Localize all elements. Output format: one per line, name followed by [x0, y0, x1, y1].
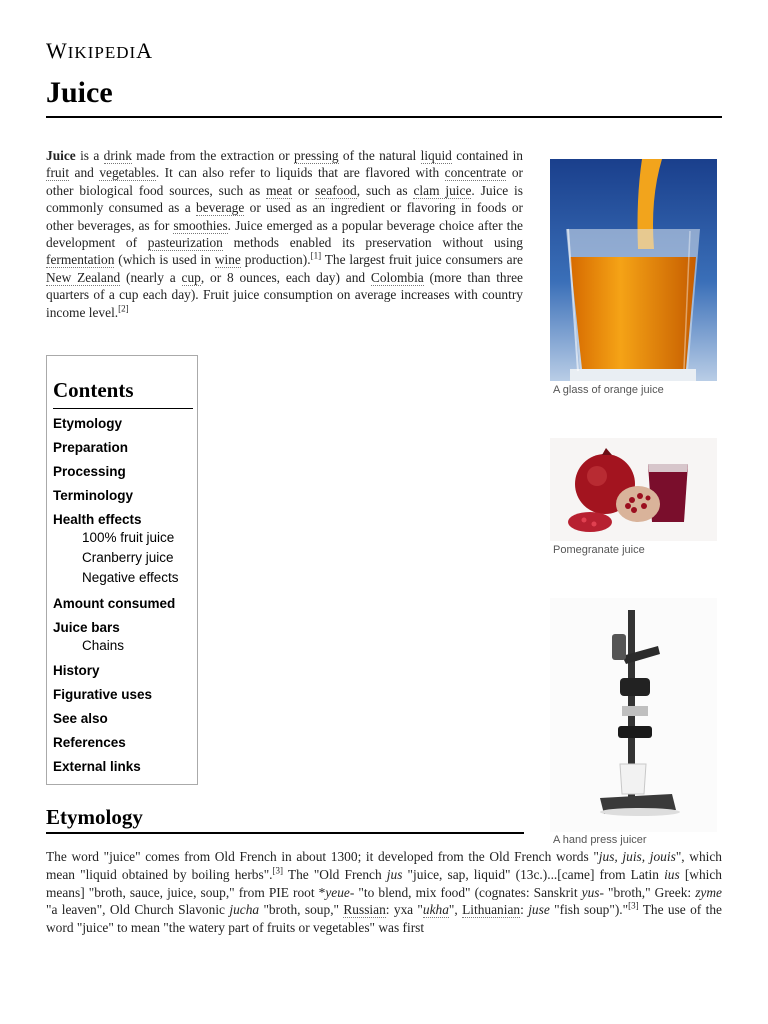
figure-caption: A glass of orange juice [553, 384, 664, 396]
etymology-paragraph: The word "juice" comes from Old French in about 1300; it developed from the Old French words "jus, juis, jouis", which mean "liquid obtained by boiling herbs".[3] The "Old French jus "juice, sap, liquid" (13c.)...[came] from Latin ius [which means] "broth, sauce, juice, soup," from PIE root *yeue- "to blend, mix food" (cognates: Sanskrit yus- "broth," Greek: zyme "a leaven", Old Church Slavonic jucha "broth, soup," Russian: уха "ukha", Lithuanian: juse "fish soup")."[3] The use of the word "juice" to mean "the watery part of fruits or vegetables" was first [46, 849, 722, 936]
link-pasteurization[interactable]: pasteurization [147, 235, 223, 251]
link-fermentation[interactable]: fermentation [46, 252, 115, 268]
lead-paragraph: Juice is a drink made from the extraction or pressing of the natural liquid contained in fruit and vegetables. It can also refer to liquids that are flavored with concentrate or other biological food sources, such as meat or seafood, such as clam juice. Juice is commonly consumed as a beverage or used as an ingredient or flavoring in foods or other beverages, as for smoothies. Juice emerged as a popular beverage choice after the development of pasteurization methods enabled its preservation without using fermentation (which is used in wine production).[1] The largest fruit juice consumers are New Zealand (nearly a cup, or 8 ounces, each day) and Colombia (more than three quarters of a cup each day). Fruit juice consumption on average increases with country income level.[2] [46, 148, 524, 320]
link-cup[interactable]: cup [181, 269, 201, 285]
table-of-contents [46, 355, 198, 785]
toc-sub-100-fruit-juice[interactable]: 100% fruit juice [82, 530, 175, 545]
orange-juice-image[interactable] [550, 159, 717, 381]
ref-3[interactable]: [3] [272, 865, 284, 876]
toc-title: Contents [53, 378, 134, 402]
section-rule [46, 832, 524, 834]
toc-rule [53, 408, 193, 409]
hand-press-juicer-image[interactable] [550, 598, 717, 832]
toc-item-history[interactable]: History [53, 663, 100, 678]
toc-item-references[interactable]: References [53, 735, 126, 750]
toc-item-external-links[interactable]: External links [53, 759, 141, 774]
title-rule [46, 116, 722, 118]
toc-item-see-also[interactable]: See also [53, 711, 108, 726]
link-concentrate[interactable]: concentrate [444, 165, 507, 181]
ref-3b[interactable]: [3] [628, 900, 639, 911]
link-lithuanian[interactable]: Lithuanian [462, 902, 521, 918]
toc-item-etymology[interactable]: Etymology [53, 416, 123, 431]
link-liquid[interactable]: liquid [420, 148, 452, 163]
toc-sub-cranberry-juice[interactable]: Cranberry juice [82, 550, 174, 565]
link-seafood[interactable]: seafood [315, 182, 357, 198]
figure-caption: Pomegranate juice [553, 544, 645, 556]
toc-sub-negative-effects[interactable]: Negative effects [82, 570, 179, 585]
section-heading-etymology: Etymology [46, 805, 143, 829]
link-clam-juice[interactable]: clam juice [413, 182, 472, 198]
toc-item-health-effects[interactable]: Health effects [53, 512, 142, 527]
toc-item-terminology[interactable]: Terminology [53, 488, 134, 503]
link-pressing[interactable]: pressing [293, 148, 339, 163]
link-meat[interactable]: meat [266, 182, 293, 198]
toc-item-figurative-uses[interactable]: Figurative uses [53, 687, 153, 702]
wikipedia-logo[interactable]: WIKIPEDIA [46, 38, 154, 63]
link-beverage[interactable]: beverage [196, 200, 245, 216]
link-colombia[interactable]: Colombia [370, 269, 424, 285]
link-russian[interactable]: Russian [343, 902, 386, 918]
ref-2[interactable]: [2] [118, 303, 129, 314]
toc-item-processing[interactable]: Processing [53, 464, 126, 479]
link-vegetables[interactable]: vegetables [99, 165, 156, 181]
toc-item-preparation[interactable]: Preparation [53, 440, 129, 455]
pomegranate-juice-image[interactable] [550, 438, 717, 541]
link-wine[interactable]: wine [214, 252, 241, 268]
link-smoothies[interactable]: smoothies [173, 217, 228, 233]
link-ukha[interactable]: ukha [422, 902, 449, 918]
page-title: Juice [46, 76, 113, 109]
figure-caption: A hand press juicer [553, 834, 647, 846]
toc-sub-chains[interactable]: Chains [82, 638, 125, 653]
toc-item-juice-bars[interactable]: Juice bars [53, 620, 120, 635]
toc-item-amount-consumed[interactable]: Amount consumed [53, 596, 176, 611]
link-fruit[interactable]: fruit [46, 165, 70, 181]
link-new-zealand[interactable]: New Zealand [46, 269, 121, 285]
ref-1[interactable]: [1] [310, 250, 322, 261]
link-drink[interactable]: drink [103, 148, 132, 163]
